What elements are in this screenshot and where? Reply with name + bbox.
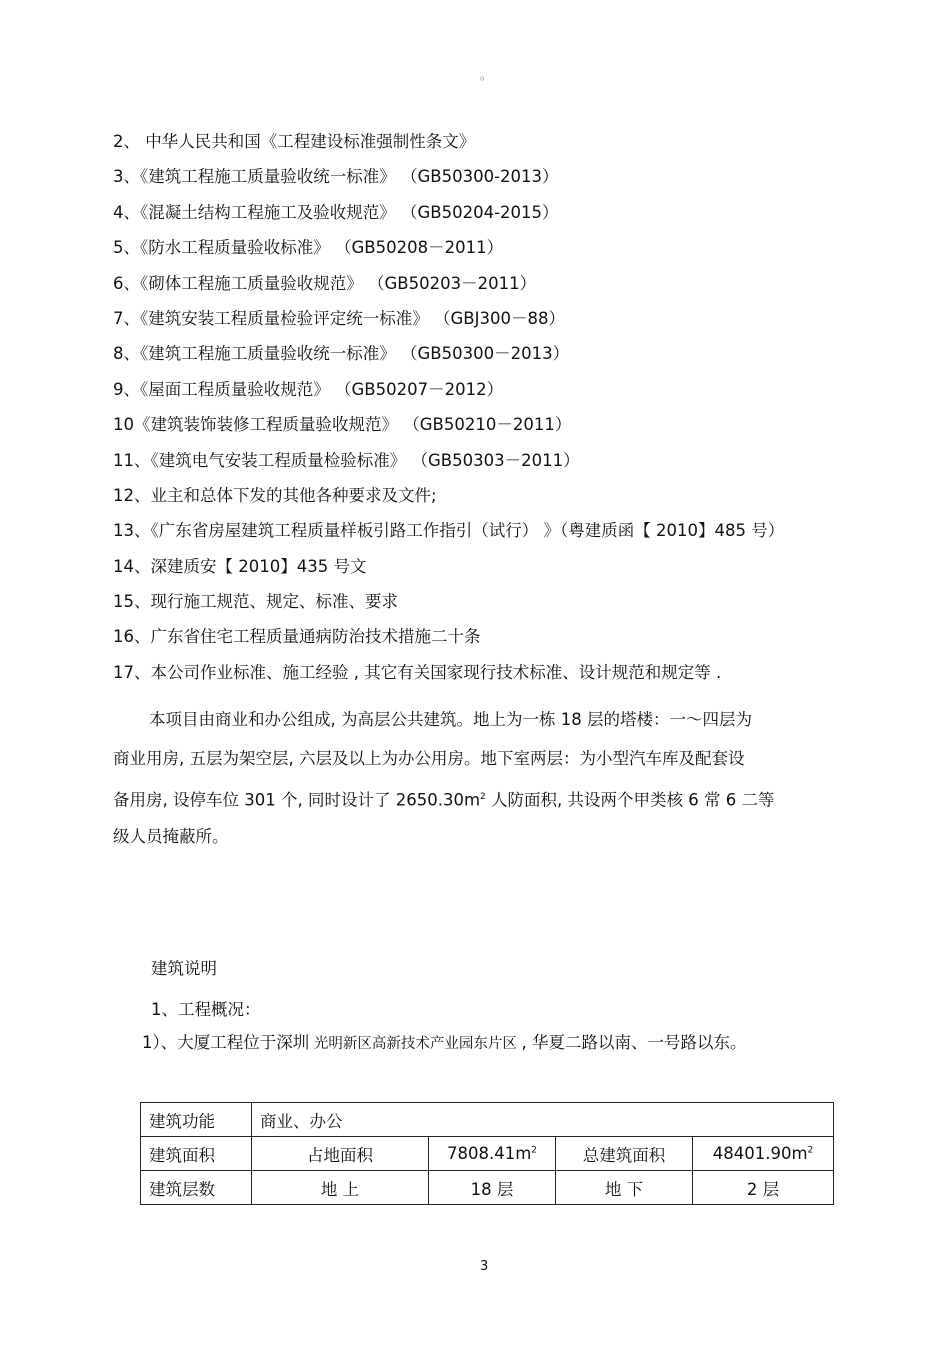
project-overview-paragraph [113,700,873,856]
reference-item: 11、《建筑电气安装工程质量检验标准》 （GB50303－2011） [113,450,580,470]
table-cell-label: 建筑层数 [141,1171,252,1205]
reference-item: 17、本公司作业标准、施工经验 , 其它有关国家现行技术标准、设计规范和规定等 . [113,662,722,682]
reference-item: 12、业主和总体下发的其他各种要求及文件; [113,485,437,505]
table-row [141,1171,834,1205]
reference-item: 14、深建质安【 2010】435 号文 [113,556,367,576]
table-row [141,1137,834,1171]
reference-item: 7、《建筑安装工程质量检验评定统一标准》 （GBJ300－88） [113,308,565,328]
paragraph-text: 人防面积, 共设两个甲类核 6 常 6 二等 [485,790,775,810]
subsection-heading: 1、工程概况： [151,1000,261,1019]
page-number: 3 [480,1259,489,1274]
paragraph-line [113,778,873,817]
table-row [141,1103,834,1137]
location-text: , 华夏二路以南、一号路以东。 [521,1033,747,1052]
section-title: 建筑说明 [151,959,217,978]
reference-item: 6、《砌体工程施工质量验收规范》 （GB50203－2011） [113,273,537,293]
reference-item: 8、《建筑工程施工质量验收统一标准》 （GB50300－2013） [113,344,570,364]
table-cell-above-label: 地 上 [252,1171,429,1205]
reference-item: 4、《混凝土结构工程施工及验收规范》 （GB50204-2015） [113,202,559,222]
location-text: 1）、大厦工程位于深圳 [142,1033,310,1052]
table-cell-below-value: 2 层 [693,1171,834,1205]
reference-item: 3、《建筑工程施工质量验收统一标准》 （GB50300-2013） [113,167,559,187]
paragraph-line: 商业用房, 五层为架空层, 六层及以上为办公用房。地下室两层：为小型汽车库及配套设 [113,749,745,768]
reference-item: 10《建筑装饰装修工程质量验收规范》 （GB50210－2011） [113,415,572,435]
table-cell-label: 建筑面积 [141,1137,252,1171]
superscript: 2 [807,1145,814,1156]
cell-text: 48401.90m [712,1144,808,1163]
reference-item: 5、《防水工程质量验收标准》 （GB50208－2011） [113,238,504,258]
table-cell-total-label: 总建筑面积 [556,1137,693,1171]
paragraph-line: 本项目由商业和办公组成, 为高层公共建筑。地上为一栋 18 层的塔楼：一～四层为 [149,710,752,729]
table-cell-land-label: 占地面积 [252,1137,429,1171]
table-cell-above-value: 18 层 [429,1171,556,1205]
reference-item: 2、 中华人民共和国《工程建设标准强制性条文》 [113,132,476,151]
reference-item: 13、《广东省房屋建筑工程质量样板引路工作指引（试行） 》（粤建质函【 2010】485 号） [113,521,785,541]
reference-item: 9、《屋面工程质量验收规范》 （GB50207－2012） [113,379,504,399]
superscript: 2 [531,1145,538,1156]
location-line [142,1029,746,1058]
table-cell-land-value [429,1137,556,1171]
top-mark: 。 [480,68,493,82]
table-cell-total-value [693,1137,834,1171]
table-cell-label: 建筑功能 [141,1103,252,1137]
reference-item: 16、广东省住宅工程质量通病防治技术措施二十条 [113,627,481,647]
table-cell-value: 商业、办公 [252,1103,834,1137]
reference-item: 15、现行施工规范、规定、标准、要求 [113,592,398,612]
paragraph-text: 备用房, 设停车位 301 个, 同时设计了 2650.30m [113,790,481,810]
table-cell-below-label: 地 下 [556,1171,693,1205]
location-area: 光明新区高新技术产业园东片区 [309,1036,522,1052]
cell-text: 7808.41m [446,1144,532,1163]
superscript: 2 [480,792,486,802]
building-info-table [140,1102,834,1205]
reference-list [113,124,873,690]
paragraph-line: 级人员掩蔽所。 [113,827,229,846]
